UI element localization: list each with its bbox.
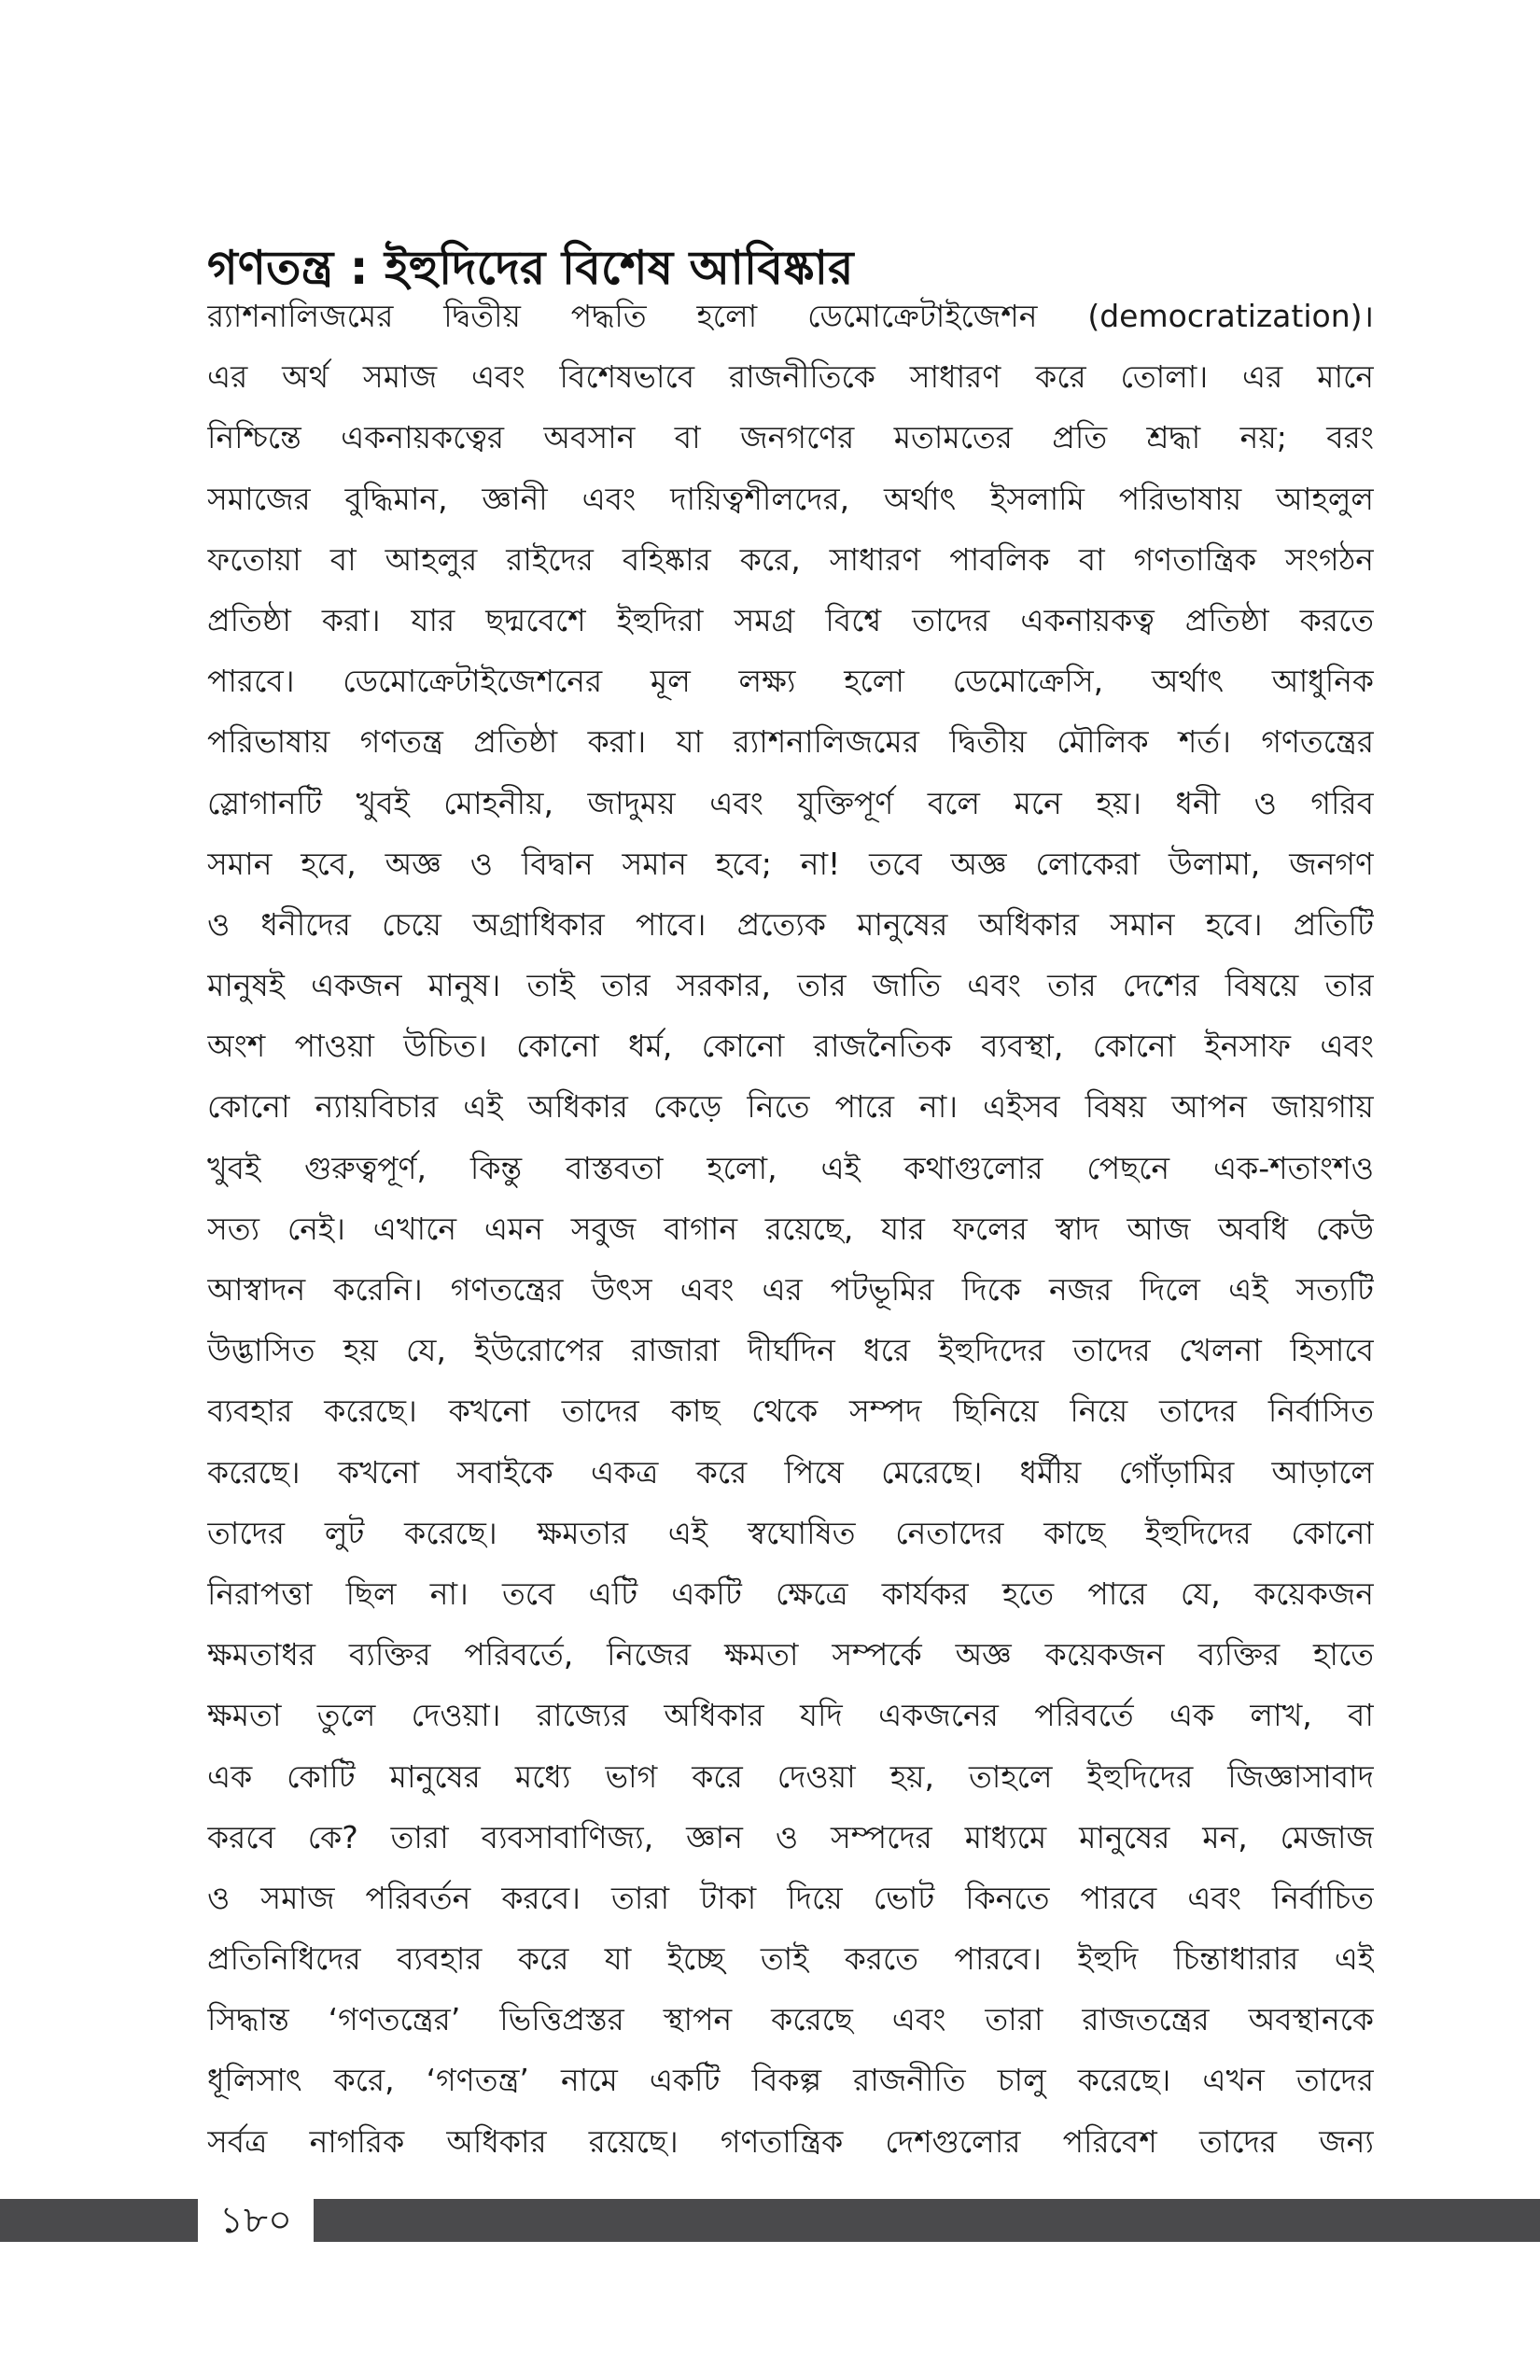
text-line: ক্ষমতা তুলে দেওয়া। রাজ্যের অধিকার যদি একজনের পরিবর্তে এক লাখ, বা	[207, 1697, 1374, 1734]
text-line: আস্বাদন করেনি। গণতন্ত্রের উৎস এবং এর পটভূমির দিকে নজর দিলে এই সত্যটি	[207, 1271, 1374, 1308]
text-line: সত্য নেই। এখানে এমন সবুজ বাগান রয়েছে, যার ফলের স্বাদ আজ অবধি কেউ	[207, 1210, 1374, 1247]
text-line: ব্যবহার করেছে। কখনো তাদের কাছ থেকে সম্পদ ছিনিয়ে নিয়ে তাদের নির্বাসিত	[207, 1393, 1374, 1430]
body-paragraph	[207, 286, 1374, 2172]
text-line: উদ্ভাসিত হয় যে, ইউরোপের রাজারা দীর্ঘদিন ধরে ইহুদিদের তাদের খেলনা হিসাবে	[207, 1332, 1374, 1369]
text-line: নিশ্চিন্তে একনায়কত্বের অবসান বা জনগণের মতামতের প্রতি শ্রদ্ধা নয়; বরং	[207, 419, 1374, 456]
footer-bar-right	[314, 2199, 1540, 2242]
text-line: সমান হবে, অজ্ঞ ও বিদ্বান সমান হবে; না! তবে অজ্ঞ লোকেরা উলামা, জনগণ	[207, 845, 1374, 882]
text-line: মানুষই একজন মানুষ। তাই তার সরকার, তার জাতি এবং তার দেশের বিষয়ে তার	[207, 967, 1374, 1004]
text-line: কোনো ন্যায়বিচার এই অধিকার কেড়ে নিতে পারে না। এইসব বিষয় আপন জায়গায়	[207, 1088, 1374, 1126]
text-line: সর্বত্র নাগরিক অধিকার রয়েছে। গণতান্ত্রিক দেশগুলোর পরিবেশ তাদের জন্য	[207, 2122, 1374, 2160]
text-line: র‍্যাশনালিজমের দ্বিতীয় পদ্ধতি হলো ডেমোক্রেটাইজেশন (democratization)।	[207, 298, 1374, 334]
text-line: ফতোয়া বা আহলুর রাইদের বহিষ্কার করে, সাধারণ পাবলিক বা গণতান্ত্রিক সংগঠন	[207, 540, 1374, 578]
text-line: ধূলিসাৎ করে, ‘গণতন্ত্র’ নামে একটি বিকল্প রাজনীতি চালু করেছে। এখন তাদের	[207, 2062, 1374, 2099]
text-line: ক্ষমতাধর ব্যক্তির পরিবর্তে, নিজের ক্ষমতা সম্পর্কে অজ্ঞ কয়েকজন ব্যক্তির হাতে	[207, 1636, 1374, 1673]
text-line: এর অর্থ সমাজ এবং বিশেষভাবে রাজনীতিকে সাধারণ করে তোলা। এর মানে	[207, 358, 1374, 396]
text-line: তাদের লুট করেছে। ক্ষমতার এই স্বঘোষিত নেতাদের কাছে ইহুদিদের কোনো	[207, 1514, 1374, 1551]
text-line: ও সমাজ পরিবর্তন করবে। তারা টাকা দিয়ে ভোট কিনতে পারবে এবং নির্বাচিত	[207, 1879, 1374, 1916]
text-line: নিরাপত্তা ছিল না। তবে এটি একটি ক্ষেত্রে কার্যকর হতে পারে যে, কয়েকজন	[207, 1575, 1374, 1612]
text-line: পরিভাষায় গণতন্ত্র প্রতিষ্ঠা করা। যা র‍্যাশনালিজমের দ্বিতীয় মৌলিক শর্ত। গণতন্ত্রের	[207, 723, 1374, 761]
page-number: ১৮০	[219, 2199, 292, 2242]
text-line: এক কোটি মানুষের মধ্যে ভাগ করে দেওয়া হয়, তাহলে ইহুদিদের জিজ্ঞাসাবাদ	[207, 1757, 1374, 1795]
text-line: প্রতিষ্ঠা করা। যার ছদ্মবেশে ইহুদিরা সমগ্র বিশ্বে তাদের একনায়কত্ব প্রতিষ্ঠা করতে	[207, 601, 1374, 638]
chapter-heading: গণতন্ত্র : ইহুদিদের বিশেষ আবিষ্কার	[207, 240, 854, 295]
text-line: সিদ্ধান্ত ‘গণতন্ত্রের’ ভিত্তিপ্রস্তর স্থাপন করেছে এবং তারা রাজতন্ত্রের অবস্থানকে	[207, 2001, 1374, 2038]
text-line: ও ধনীদের চেয়ে অগ্রাধিকার পাবে। প্রত্যেক মানুষের অধিকার সমান হবে। প্রতিটি	[207, 905, 1374, 943]
text-line: পারবে। ডেমোক্রেটাইজেশনের মূল লক্ষ্য হলো ডেমোক্রেসি, অর্থাৎ আধুনিক	[207, 663, 1374, 700]
footer-bar-left	[0, 2199, 198, 2242]
text-line: সমাজের বুদ্ধিমান, জ্ঞানী এবং দায়িত্বশীলদের, অর্থাৎ ইসলামি পরিভাষায় আহলুল	[207, 480, 1374, 517]
text-line: প্রতিনিধিদের ব্যবহার করে যা ইচ্ছে তাই করতে পারবে। ইহুদি চিন্তাধারার এই	[207, 1940, 1374, 1978]
text-line: করবে কে? তারা ব্যবসাবাণিজ্য, জ্ঞান ও সম্পদের মাধ্যমে মানুষের মন, মেজাজ	[207, 1818, 1374, 1855]
text-line: খুবই গুরুত্বপূর্ণ, কিন্তু বাস্তবতা হলো, এই কথাগুলোর পেছনে এক-শতাংশও	[207, 1149, 1374, 1186]
text-line: অংশ পাওয়া উচিত। কোনো ধর্ম, কোনো রাজনৈতিক ব্যবস্থা, কোনো ইনসাফ এবং	[207, 1028, 1374, 1065]
text-line: করেছে। কখনো সবাইকে একত্র করে পিষে মেরেছে। ধর্মীয় গোঁড়ামির আড়ালে	[207, 1453, 1374, 1491]
text-line: স্লোগানটি খুবই মোহনীয়, জাদুময় এবং যুক্তিপূর্ণ বলে মনে হয়। ধনী ও গরিব	[207, 784, 1374, 821]
